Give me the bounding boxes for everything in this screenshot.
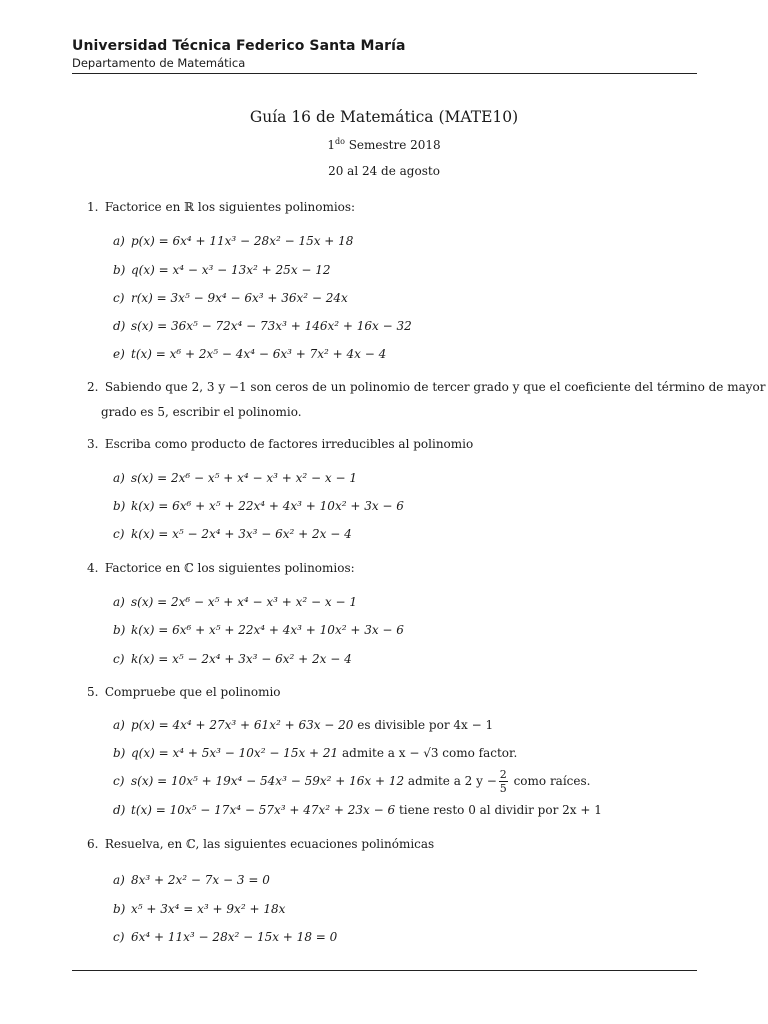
list-item <box>113 319 412 333</box>
item-expression: s(x) = 10x⁵ + 19x⁴ − 54x³ − 59x² + 16x + 12 <box>131 774 405 788</box>
list-item <box>113 471 357 485</box>
question-6 <box>87 837 434 851</box>
item-label: a) <box>113 718 125 732</box>
item-label: a) <box>113 234 125 248</box>
list-item <box>113 652 352 666</box>
question-text: Factorice en ℂ los siguientes polinomios: <box>104 561 355 575</box>
item-label: b) <box>113 623 126 637</box>
list-item <box>113 746 517 760</box>
question-number: 4. <box>87 561 99 575</box>
question-number: 2. <box>87 380 99 394</box>
item-expression: k(x) = 6x⁶ + x⁵ + 22x⁴ + 4x³ + 10x² + 3x − 6 <box>131 499 404 513</box>
fraction-numerator: 2 <box>499 768 507 781</box>
item-label: c) <box>113 930 125 944</box>
item-label: c) <box>113 291 125 305</box>
item-expression: p(x) = 6x⁴ + 11x³ − 28x² − 15x + 18 <box>131 234 354 248</box>
university-name: Universidad Técnica Federico Santa María <box>72 38 406 54</box>
item-label: b) <box>113 263 126 277</box>
list-item <box>113 263 331 277</box>
list-item <box>113 527 352 541</box>
list-item <box>113 234 353 248</box>
question-number: 5. <box>87 685 99 699</box>
list-item <box>113 623 404 637</box>
item-expression: r(x) = 3x⁵ − 9x⁴ − 6x³ + 36x² − 24x <box>131 291 348 305</box>
date-range: 20 al 24 de agosto <box>328 164 440 178</box>
item-text: admite a 2 y − <box>404 774 497 788</box>
item-label: b) <box>113 902 126 916</box>
item-expression: q(x) = x⁴ + 5x³ − 10x² − 15x + 21 <box>131 746 339 760</box>
item-label: c) <box>113 652 125 666</box>
item-label: b) <box>113 746 126 760</box>
item-expression: q(x) = x⁴ − x³ − 13x² + 25x − 12 <box>131 263 331 277</box>
document-title: Guía 16 de Matemática (MATE10) <box>249 108 519 126</box>
semester-superscript: do <box>334 137 345 146</box>
item-label: c) <box>113 527 125 541</box>
semester-number: 1 <box>327 138 335 152</box>
semester-line <box>0 137 768 152</box>
item-label: d) <box>113 319 126 333</box>
item-expression: s(x) = 36x⁵ − 72x⁴ − 73x³ + 146x² + 16x − 32 <box>131 319 412 333</box>
item-label: b) <box>113 499 126 513</box>
question-3 <box>87 437 473 451</box>
item-text: es divisible por 4x − 1 <box>353 718 494 732</box>
question-text: Escriba como producto de factores irreducibles al polinomio <box>104 437 474 451</box>
question-2 <box>87 380 765 394</box>
item-expression: s(x) = 2x⁶ − x⁵ + x⁴ − x³ + x² − x − 1 <box>131 471 358 485</box>
list-item <box>113 803 602 817</box>
item-label: e) <box>113 347 125 361</box>
list-item <box>113 347 386 361</box>
item-label: a) <box>113 471 125 485</box>
item-expression: k(x) = 6x⁶ + x⁵ + 22x⁴ + 4x³ + 10x² + 3x − 6 <box>131 623 404 637</box>
item-expression: p(x) = 4x⁴ + 27x³ + 61x² + 63x − 20 <box>131 718 354 732</box>
item-expression: t(x) = x⁶ + 2x⁵ − 4x⁴ − 6x³ + 7x² + 4x − 4 <box>131 347 387 361</box>
question-4 <box>87 561 355 575</box>
header-rule <box>72 73 697 74</box>
footer-rule <box>72 970 697 971</box>
question-text: Resuelva, en ℂ, las siguientes ecuaciones polinómicas <box>104 837 435 851</box>
list-item <box>113 902 285 916</box>
item-expression: k(x) = x⁵ − 2x⁴ + 3x³ − 6x² + 2x − 4 <box>131 527 352 541</box>
fraction-denominator: 5 <box>499 782 507 795</box>
item-expression: 6x⁴ + 11x³ − 28x² − 15x + 18 = 0 <box>131 930 338 944</box>
question-number: 3. <box>87 437 99 451</box>
list-item <box>113 718 493 732</box>
fraction <box>499 768 508 795</box>
item-text: tiene resto 0 al dividir por 2x + 1 <box>395 803 602 817</box>
item-label: a) <box>113 595 125 609</box>
item-expression: 8x³ + 2x² − 7x − 3 = 0 <box>131 873 270 887</box>
list-item <box>113 595 357 609</box>
department-name: Departamento de Matemática <box>72 56 246 70</box>
item-label: a) <box>113 873 125 887</box>
list-item <box>113 499 404 513</box>
item-expression: k(x) = x⁵ − 2x⁴ + 3x³ − 6x² + 2x − 4 <box>131 652 352 666</box>
list-item <box>113 291 348 305</box>
item-expression: t(x) = 10x⁵ − 17x⁴ − 57x³ + 47x² + 23x − 6 <box>131 803 396 817</box>
question-text: Compruebe que el polinomio <box>104 685 281 699</box>
item-text: admite a x − √3 como factor. <box>338 746 518 760</box>
item-text: como raíces. <box>509 774 591 788</box>
semester-text: Semestre 2018 <box>344 138 441 152</box>
item-label: d) <box>113 803 126 817</box>
list-item <box>113 768 590 795</box>
question-number: 1. <box>87 200 99 214</box>
question-1 <box>87 200 355 214</box>
item-expression: x⁵ + 3x⁴ = x³ + 9x² + 18x <box>131 902 286 916</box>
question-5 <box>87 685 281 699</box>
question-text: Sabiendo que 2, 3 y −1 son ceros de un polinomio de tercer grado y que el coeficiente del término de mayor <box>104 380 766 394</box>
page-header <box>72 38 697 70</box>
list-item <box>113 873 270 887</box>
item-label: c) <box>113 774 125 788</box>
question-2-continuation: grado es 5, escribir el polinomio. <box>101 405 302 419</box>
question-text: Factorice en ℝ los siguientes polinomios: <box>104 200 356 214</box>
question-number: 6. <box>87 837 99 851</box>
item-expression: s(x) = 2x⁶ − x⁵ + x⁴ − x³ + x² − x − 1 <box>131 595 358 609</box>
list-item <box>113 930 337 944</box>
